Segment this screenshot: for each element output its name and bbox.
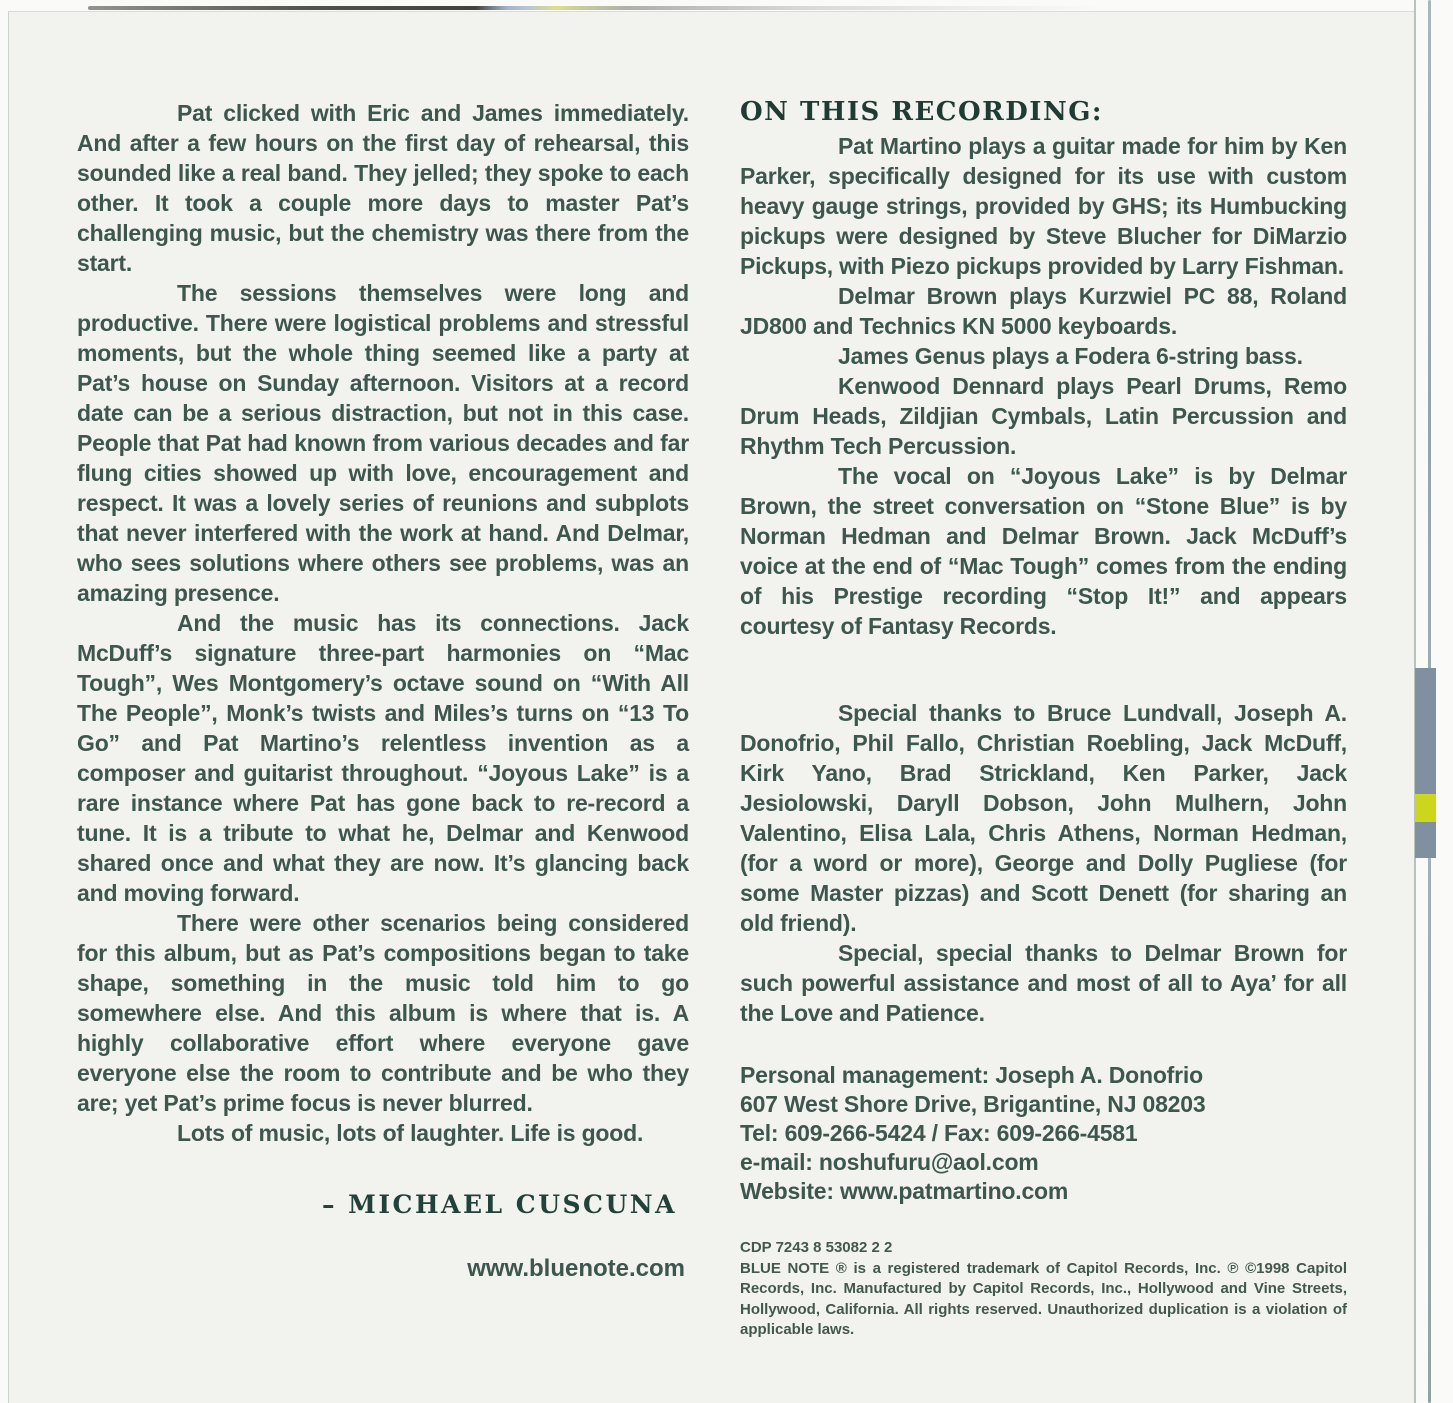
liner-notes-paragraph: Pat clicked with Eric and James immediately. And after a few hours on the first day of rehearsal, this sounded like a real band. They jelled; they spoke to each other. It took a couple more days to master Pat’s challenging music, but the chemistry was there from the start. (77, 100, 689, 276)
artist-website-line: Website: www.patmartino.com (740, 1178, 1069, 1204)
special-thanks-section (740, 698, 1347, 1028)
personal-management-block (740, 1061, 1347, 1206)
special-thanks-paragraph: Special thanks to Bruce Lundvall, Joseph A. Donofrio, Phil Fallo, Christian Roebling, Jack McDuff, Kirk Yano, Brad Strickland, Ken Parker, Jack Jesiolowski, Daryll Dobson, John Mulhern, John Valentino, Elisa Lala, Chris Athens, Norman Hedman, (for a word or more), George and Dolly Pugliese (for some Master pizzas) and Scott Denett (for sharing an old friend). (740, 700, 1347, 936)
fine-print-block (740, 1238, 1347, 1341)
right-column (740, 96, 1347, 1341)
bluenote-website-url: www.bluenote.com (467, 1255, 685, 1282)
special-thanks-paragraph: Special, special thanks to Delmar Brown for such powerful assistance and most of all to Aya’ for all the Love and Patience. (740, 940, 1347, 1026)
booklet-page (8, 11, 1416, 1403)
liner-notes-paragraph: There were other scenarios being considered for this album, but as Pat’s compositions began to take shape, something in the music told him to go somewhere else. And this album is where that is. A highly collaborative effort where everyone gave everyone else the room to contribute and be who they are; yet Pat’s prime focus is never blurred. (77, 910, 689, 1116)
liner-notes-paragraph: And the music has its connections. Jack McDuff’s signature three-part harmonies on “Mac Tough”, Wes Montgomery’s octave sound on “With All The People”, Monk’s twists and Miles’s turns on “13 To Go” and Pat Martino’s relentless invention as a composer and guitarist throughout. “Joyous Lake” is a rare instance where Pat has gone back to re-record a tune. It is a tribute to what he, Delmar and Kenwood shared once and what they are now. It’s glancing back and moving forward. (77, 610, 689, 906)
recording-credit-paragraph: Pat Martino plays a guitar made for him by Ken Parker, specifically designed for its use with custom heavy gauge strings, provided by GHS; its Humbucking pickups were designed by Steve Blucher for DiMarzio Pickups, with Piezo pickups provided by Larry Fishman. (740, 133, 1347, 279)
recording-credit-paragraph: Kenwood Dennard plays Pearl Drums, Remo Drum Heads, Zildjian Cymbals, Latin Percussion and Rhythm Tech Percussion. (740, 373, 1347, 459)
left-column (77, 98, 689, 1283)
section-heading-on-this-recording: ON THIS RECORDING: (740, 97, 1104, 127)
author-byline: – MICHAEL CUSCUNA (321, 1190, 677, 1219)
recording-credit-paragraph: The vocal on “Joyous Lake” is by Delmar Brown, the street conversation on “Stone Blue” is by Norman Hedman and Delmar Brown. Jack McDuff’s voice at the end of “Mac Tough” comes from the ending of his Prestige recording “Stop It!” and appears courtesy of Fantasy Records. (740, 463, 1347, 639)
scan-artifact-top-edge (88, 6, 1108, 10)
legal-copyright-text: BLUE NOTE ® is a registered trademark of Capitol Records, Inc. ℗ ©1998 Capitol Records, Inc. Manufactured by Capitol Records, Inc., Hollywood and Vine Streets, Hollywood, California. All rights reserved. Unauthorized duplication is a violation of applicable laws. (740, 1259, 1347, 1338)
liner-notes-paragraph: The sessions themselves were long and productive. There were logistical problems and stressful moments, but the whole thing seemed like a party at Pat’s house on Sunday afternoon. Visitors at a record date can be a serious distraction, but not in this case. People that Pat had known from various decades and far flung cities showed up with love, encouragement and respect. It was a lovely series of reunions and subplots that never interfered with the work at hand. And Delmar, who sees solutions where others see problems, was an amazing presence. (77, 280, 689, 606)
catalog-number: CDP 7243 8 53082 2 2 (740, 1239, 893, 1256)
management-email-line: e-mail: noshufuru@aol.com (740, 1149, 1039, 1175)
recording-credit-paragraph: James Genus plays a Fodera 6-string bass. (838, 343, 1303, 369)
management-name-line: Personal management: Joseph A. Donofrio (740, 1062, 1203, 1088)
page-edge-color-bar-yellow-segment (1415, 794, 1436, 822)
recording-credit-paragraph: Delmar Brown plays Kurzwiel PC 88, Roland JD800 and Technics KN 5000 keyboards. (740, 283, 1347, 339)
liner-notes-closing-line: Lots of music, lots of laughter. Life is good. (177, 1120, 644, 1146)
management-address-line: 607 West Shore Drive, Brigantine, NJ 08203 (740, 1091, 1206, 1117)
page-edge-color-bar (1415, 668, 1436, 858)
management-phone-fax-line: Tel: 609-266-5424 / Fax: 609-266-4581 (740, 1120, 1138, 1146)
